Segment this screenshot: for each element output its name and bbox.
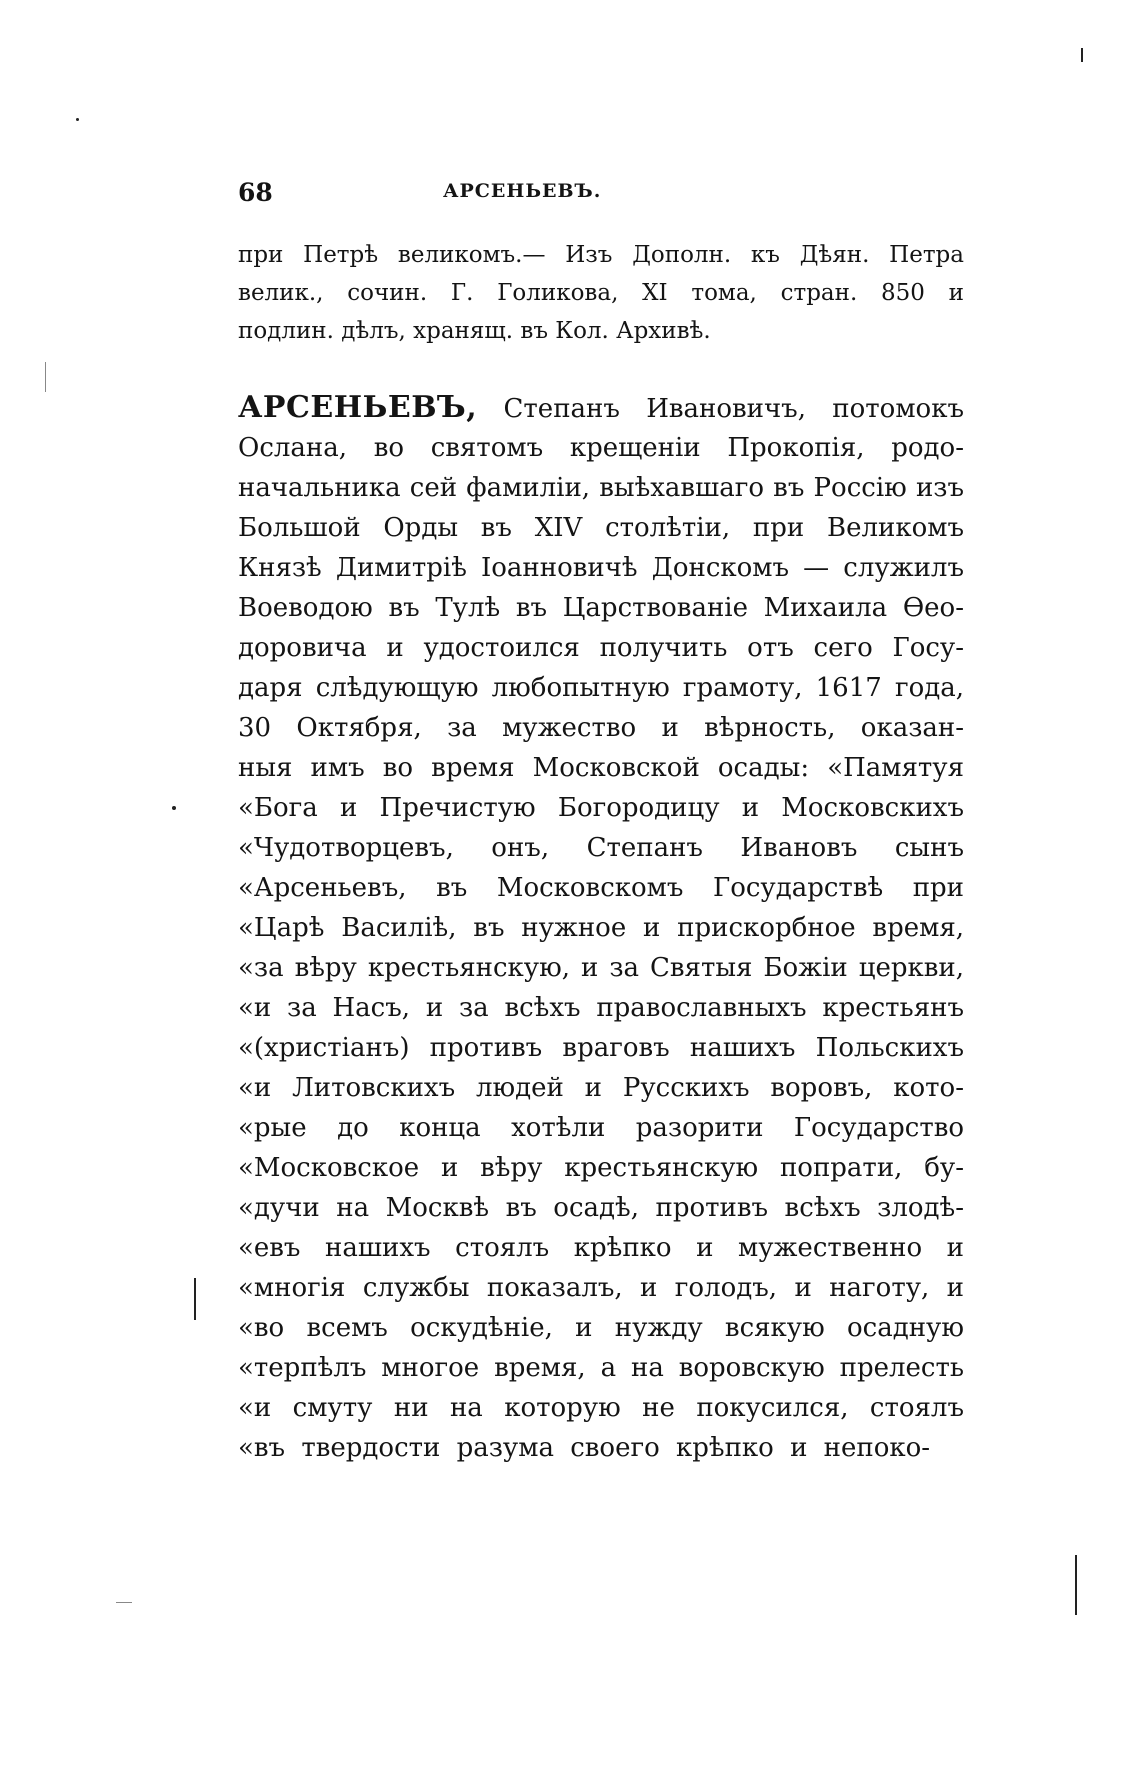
text-line: Большой Орды въ XIV столѣтіи, при Великомъ: [238, 513, 964, 543]
entry-first-line-text: Степанъ Ивановичъ, потомокъ: [503, 394, 964, 424]
text-line: «Московское и вѣру крестьянскую попрати, бу-: [238, 1153, 964, 1183]
text-line: «Чудотворцевъ, онъ, Степанъ Ивановъ сынъ: [238, 833, 964, 863]
continued-reference-text: [238, 236, 964, 350]
entry-headword: АРСЕНЬЕВЪ,: [238, 390, 478, 425]
text-line: «и смуту ни на которую не покусился, стоялъ: [238, 1393, 964, 1423]
text-line: «Царѣ Василіѣ, въ нужное и прискорбное время,: [238, 913, 964, 943]
text-line: «за вѣру крестьянскую, и за Святыя Божіи церкви,: [238, 953, 964, 983]
text-line: даря слѣдующую любопытную грамоту, 1617 года,: [238, 673, 964, 703]
text-line: «терпѣлъ многое время, а на воровскую прелесть: [238, 1353, 964, 1383]
text-line: Князѣ Димитріѣ Іоанновичѣ Донскомъ — служилъ: [238, 553, 964, 583]
entry-first-line: [238, 388, 964, 428]
text-line: «и Литовскихъ людей и Русскихъ воровъ, кото-: [238, 1073, 964, 1103]
text-line: велик., сочин. Г. Голикова, XI тома, стран. 850 и: [238, 280, 964, 306]
text-line: «и за Насъ, и за всѣхъ православныхъ крестьянъ: [238, 993, 964, 1023]
text-line: доровича и удостоился получить отъ сего Госу-: [238, 633, 964, 663]
scan-mark: [1081, 48, 1083, 62]
text-line: «Арсеньевъ, въ Московскомъ Государствѣ при: [238, 873, 964, 903]
scan-mark: [194, 1278, 196, 1320]
scan-mark: [172, 806, 176, 810]
text-line: «Бога и Пречистую Богородицу и Московскихъ: [238, 793, 964, 823]
text-line: подлин. дѣлъ, хранящ. въ Кол. Архивѣ.: [238, 318, 711, 344]
text-line: Ослана, во святомъ крещеніи Прокопія, родо-: [238, 433, 964, 463]
page-header: [238, 178, 958, 218]
text-line: «во всемъ оскудѣніе, и нужду всякую осадную: [238, 1313, 964, 1343]
scan-mark: [76, 118, 79, 121]
scan-mark: [1075, 1555, 1077, 1615]
text-line: «многія службы показалъ, и голодъ, и наготу, и: [238, 1273, 964, 1303]
running-head: АРСЕНЬЕВЪ.: [443, 180, 602, 202]
scan-mark: [45, 362, 46, 392]
text-line: «(христіанъ) противъ враговъ нашихъ Польскихъ: [238, 1033, 964, 1063]
text-line: «дучи на Москвѣ въ осадѣ, противъ всѣхъ злодѣ-: [238, 1193, 964, 1223]
text-line: «рые до конца хотѣли разорити Государство: [238, 1113, 964, 1143]
text-line: при Петрѣ великомъ.— Изъ Дополн. къ Дѣян. Петра: [238, 242, 964, 268]
entry-arsenev: [238, 388, 964, 1468]
scan-mark: [116, 1602, 132, 1603]
text-line: ныя имъ во время Московской осады: «Памятуя: [238, 753, 964, 783]
text-line: «евъ нашихъ стоялъ крѣпко и мужественно и: [238, 1233, 964, 1263]
text-line: 30 Октября, за мужество и вѣрность, оказан-: [238, 713, 964, 743]
text-line: «въ твердости разума своего крѣпко и непоко-: [238, 1433, 931, 1463]
text-line: Воеводою въ Тулѣ въ Царствованіе Михаила Ѳео-: [238, 593, 964, 623]
text-line: начальника сей фамиліи, выѣхавшаго въ Россію изъ: [238, 473, 964, 503]
page-number: 68: [238, 178, 273, 207]
